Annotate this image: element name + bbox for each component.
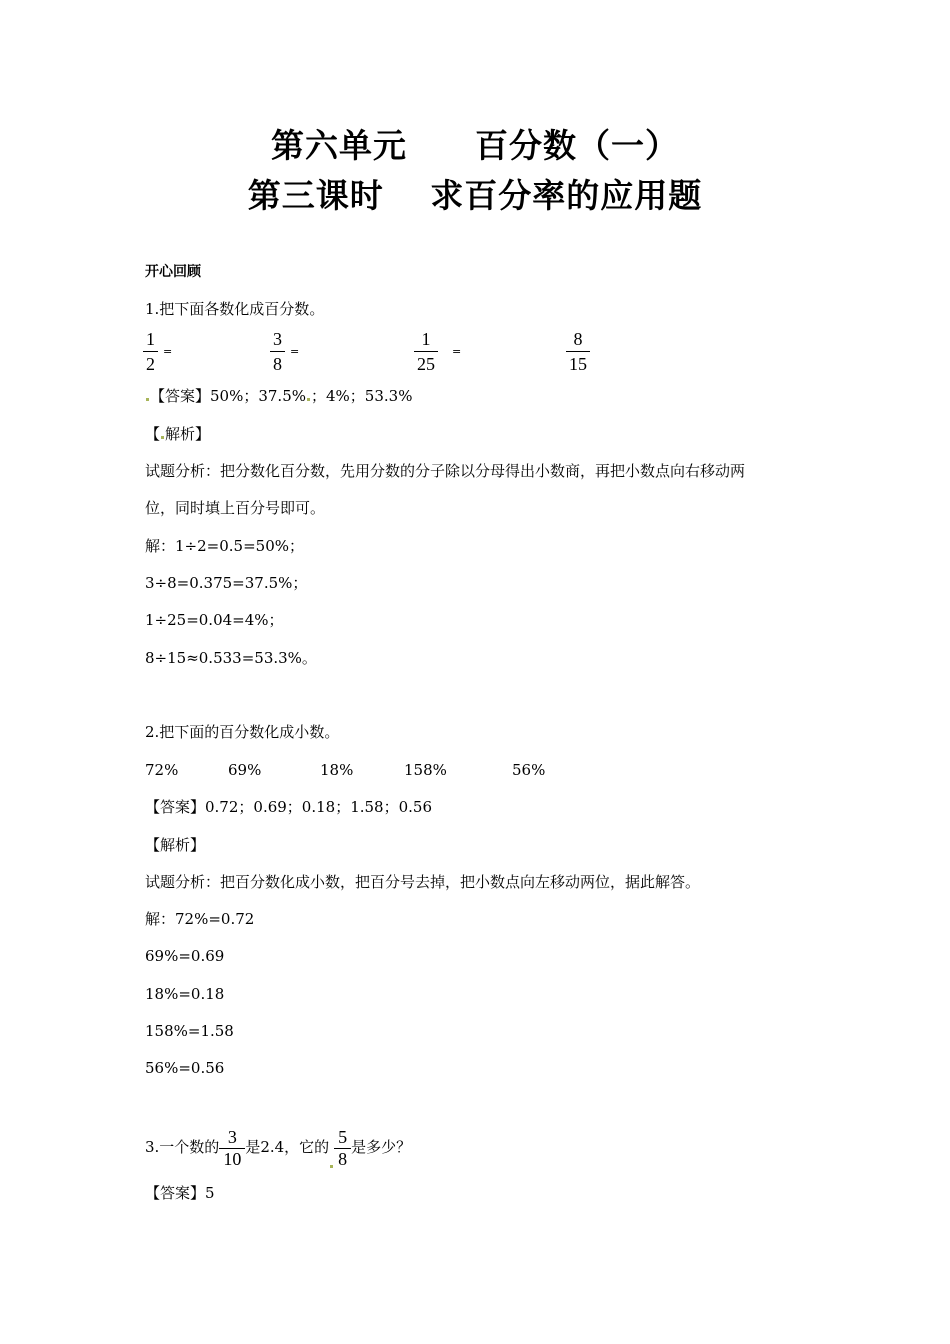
q2-item-3: 18% — [320, 761, 354, 779]
q2-analysis: 试题分析：把百分数化成小数，把百分号去掉，把小数点向左移动两位，据此解答。 — [145, 873, 701, 891]
q3-question — [145, 1124, 411, 1170]
q1-fraction-2-denominator: 8 — [273, 354, 282, 374]
q1-fraction-1-numerator: 1 — [146, 329, 155, 349]
title-unit: 第六单元 百分数（一） — [271, 126, 679, 165]
fraction-bar — [566, 351, 590, 352]
q1-equals-3: = — [452, 345, 462, 358]
q3-fraction-1 — [221, 1127, 243, 1170]
q1-equals-2: = — [290, 345, 300, 358]
section-heading: 开心回顾 — [145, 264, 201, 280]
q2-item-4: 158% — [404, 761, 447, 779]
q1-fraction-4-denominator: 15 — [569, 354, 587, 374]
q2-item-1: 72% — [145, 761, 179, 779]
q1-question: 1.把下面各数化成百分数。 — [145, 300, 325, 318]
q1-step-4: 8÷15≈0.533=53.3%。 — [145, 649, 317, 667]
q2-step-5: 56%=0.56 — [145, 1059, 225, 1077]
q1-fraction-4 — [566, 328, 590, 375]
q2-item-5: 56% — [512, 761, 546, 779]
fraction-bar — [143, 351, 158, 352]
marker-dot — [146, 398, 149, 401]
q2-step-3: 18%=0.18 — [145, 985, 225, 1003]
title-lesson: 第三课时 求百分率的应用题 — [247, 176, 703, 215]
q3-fraction-2-numerator: 5 — [338, 1126, 348, 1147]
q3-suffix: 是多少？ — [351, 1138, 412, 1156]
q1-fraction-3-denominator: 25 — [417, 354, 435, 374]
q1-fraction-2 — [270, 328, 285, 375]
q1-fraction-2-numerator: 3 — [273, 329, 282, 349]
analysis-bracket: 【 — [145, 425, 161, 443]
q1-analysis-line-2: 位，同时填上百分号即可。 — [145, 499, 326, 517]
marker-dot — [330, 1165, 333, 1168]
fraction-bar — [270, 351, 285, 352]
q1-fraction-3-numerator: 1 — [421, 329, 431, 349]
q1-answer — [145, 386, 412, 406]
q1-fraction-1-denominator: 2 — [146, 354, 155, 374]
q2-step-1: 解：72%=0.72 — [145, 910, 255, 928]
marker-dot — [307, 398, 310, 401]
q3-middle: 是2.4，它的 — [245, 1138, 330, 1156]
q3-fraction-2 — [336, 1127, 349, 1170]
q1-fraction-1 — [143, 328, 158, 375]
q1-analysis-line-1: 试题分析：把分数化百分数，先用分数的分子除以分母得出小数商，再把小数点向右移动两 — [145, 462, 746, 480]
q3-fraction-2-denominator: 8 — [338, 1148, 348, 1169]
analysis-word: 解析】 — [165, 425, 211, 443]
q3-fraction-1-numerator: 3 — [227, 1126, 237, 1147]
fraction-bar — [414, 351, 438, 352]
q1-fraction-4-numerator: 8 — [573, 329, 583, 349]
q2-step-4: 158%=1.58 — [145, 1022, 234, 1040]
q1-step-1: 解：1÷2=0.5=50%； — [145, 537, 304, 555]
q3-prefix: 3.一个数的 — [145, 1138, 220, 1156]
q3-answer: 【答案】5 — [145, 1184, 215, 1202]
q1-answer-text: 【答案】50%；37.5% — [150, 387, 306, 405]
q3-fraction-1-denominator: 10 — [223, 1148, 242, 1169]
q2-item-2: 69% — [228, 761, 262, 779]
q2-step-2: 69%=0.69 — [145, 947, 225, 965]
q1-equals-1: = — [163, 345, 173, 358]
q1-answer-tail: ；4%；53.3% — [311, 387, 413, 405]
q2-question: 2.把下面的百分数化成小数。 — [145, 723, 340, 741]
q2-analysis-label: 【解析】 — [145, 836, 206, 854]
marker-dot — [161, 436, 164, 439]
q1-fraction-3 — [414, 328, 438, 375]
q1-step-3: 1÷25=0.04=4%； — [145, 611, 284, 629]
q1-step-2: 3÷8=0.375=37.5%； — [145, 574, 308, 592]
q1-analysis-label — [145, 424, 210, 444]
q2-answer: 【答案】0.72；0.69；0.18；1.58；0.56 — [145, 798, 432, 816]
